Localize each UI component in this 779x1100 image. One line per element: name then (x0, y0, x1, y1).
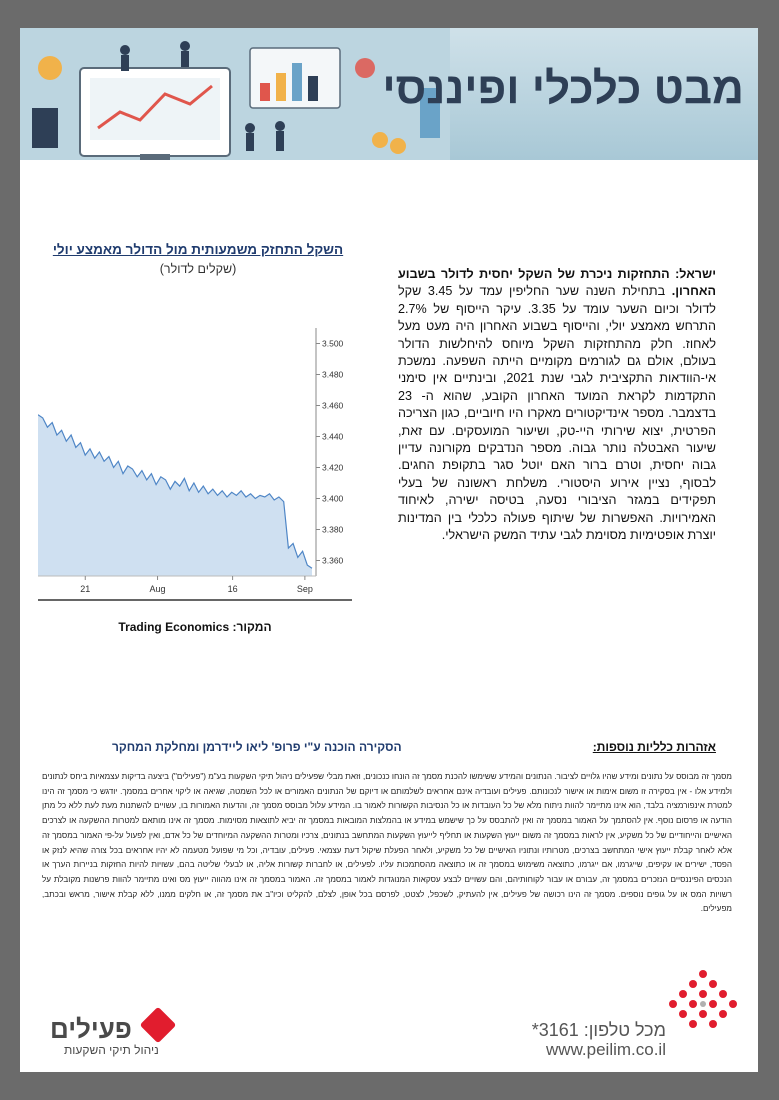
article-lead: ישראל: התחזקות ניכרת של השקל יחסית לדולר בשבוע האחרון. (398, 267, 716, 299)
y-tick-label: 3.420 (322, 462, 344, 473)
chart-source (80, 620, 310, 634)
y-tick-label: 3.360 (322, 555, 344, 566)
logo-subtitle: ניהול תיקי השקעות (64, 1043, 159, 1057)
logo-name: פעילים (50, 1014, 132, 1044)
source-label: המקור: (232, 620, 272, 634)
chart-subtitle: (שקלים לדולר) (159, 262, 237, 276)
banner-title: מבט כלכלי ופיננסי (382, 64, 744, 113)
x-tick-label: 21 (80, 584, 91, 594)
source-name: Trading Economics (118, 620, 230, 634)
y-tick-label: 3.400 (322, 493, 344, 504)
y-tick-label: 3.480 (322, 369, 344, 380)
x-tick-label: Aug (149, 584, 166, 594)
y-tick-label: 3.380 (322, 524, 344, 535)
website-url[interactable]: www.peilim.co.il (546, 1040, 666, 1059)
header-banner (20, 28, 758, 160)
x-tick-label: Sep (296, 584, 313, 594)
disclaimer-heading: אזהרות כלליות נוספות: (592, 740, 716, 754)
y-tick-label: 3.500 (322, 338, 344, 349)
chart-title: השקל התחזק משמעותית מול הדולר מאמצע יולי (52, 242, 344, 257)
y-tick-label: 3.460 (322, 400, 344, 411)
phone-number: מכל טלפון: 3161* (531, 1020, 666, 1040)
article-body (398, 266, 716, 545)
document-page (20, 28, 758, 1072)
disclaimer-text: מסמך זה מבוסס על נתונים ומידע שהיו גלויים לציבור. הנתונים והמידע ששימשו להכנת מסמך זה הונחו כנכונים, וזאת מבלי שפעילים ניהול תיקי השקעות בע"מ ("פעילים") ביצעה בדיקות עצמאיות ביחס לנתונים ולמידע אלו - אין בסקירה זו משום אימות או אישור לנכונותם. פעילים ועובדיה אינם אחראים לשלמותם או דיוקם של הנתונים האמורים או לכל השמטה, שגיאה או ליקוי אחרים במסמך. יודגש כי מסמך זה הינו למטרת אינפורמציה בלבד, הוא אינו מתיימר להוות ניתוח מלא של כל העובדות או כל הנסיבות הקשורות לאמור בו. המידע עלול מבוסס מסמך זה, והדעות האמורות בו, עשויים להשתנות מעת לעת ללא כל מתן הודעה או פרסום נוסף. אין להסתמך על האמור במסמך זה ואין להתבסס על כך שישמש במידע או בהמלצות המובאות במסמך זה יביא לתוצאות מסוימות. מסמך זה אינו מותאם למטרות ההשקעה או לצרכים האישיים והייחודיים של כל משקיע, אין לראות במסמך זה משום ייעוץ השקעות או תחליף לייעוץ השקעות המתחשב בנתונים, צרכיו ומטרות ההשקעה המיוחדים של כל אדם, ואין לפעול על-פי האמור במסמך זה אלא לאחר קבלת ייעוץ אישי המתחשב בצרכים, מטרותיו ונתוניו האישיים של כל משקיע, ולאחר הפעלת שיקול דעת עצמאי. פעילים, עובדיה, וכל מי שפועל מטעמה לא יהיו אחראים בכל צורה שהיא לנזק או הפסד, ישירים או עקיפים, שייגרמו, אם ייגרמו, כתוצאה משימוש במסמך זה או כתוצאה מהסתמכות עליו. לפעילים, או לחברות קשורות אליה, או לבעלי שליטה בהם, עשויות להיות החזקות בניירות הערך או הנכסים הפיננסיים הנזכרים במסמך זה, עבורם או עבור לקוחותיהם, והם עשויים לבצע עסקאות המנוגדות לאמור במסמך זה. האמור במסמך זה אינו מהווה ייעוץ מס ואינו מתיימר להוות פרשנות מקובלת על רשויות המס או על גופים נוספים. מסמך זה הינו רכושה של פעילים, אין להעתיק, לשכפל, לצטט, לפרסם בכל אופן, לצלם, להקליט וכיו"ב את מסמך זה, או חלקים ממנו, ללא קבלת אישור, מראש ובכתב, מפעילים. (42, 772, 732, 914)
y-tick-label: 3.440 (322, 431, 344, 442)
logo-diamond-icon (140, 1007, 177, 1044)
article-text: בתחילת השנה שער החליפין עמד על 3.45 שקל לדולר וכיום השער עומד על 3.35. עיקר הייסוף של 2.7% התרחש מאמצע יולי, והייסוף בשבוע האחרון היה מעט מעל לאחוז. חלק מהתחזקות השקל מיוחס להיחלשות הדולר בעולם, אולם גם לגורמים מקומיים הייתה השפעה. נמשכת אי-הוודאות התקציבית לגבי שנת 2021, ובינתיים אין סימני התקדמות לקראת המועד האחרון הקובע, שהוא ה- 23 בדצמבר. מספר אינדיקטורים מאקרו היו חיוביים, כגון הצריכה הפרטית, יצוא שירותי היי-טק, ושיעור המועסקים. עם זאת, שיעור האבטלה נותר גבוה. מספר הנדבקים מקורונה עדיין גבוה יחסית, וטרם ברור האם יוטל סגר בתקופת החגים. לבסוף, נציין אירוע היסטורי. משלחת ראשונה של בעלי תפקידים במגזר הציבורי נסעה, בטיסה ישירה, לאיחוד האמירויות. האפשרות של שיתוף פעולה כלכלי בין המדינות יוצרת אופטימיות מסוימת לגבי עתיד המשק הישראלי. (398, 284, 717, 543)
exchange-rate-chart (38, 318, 356, 602)
prepared-by: הסקירה הוכנה ע"י פרופ' ליאו ליידרמן ומחלקת המחקר (112, 740, 402, 754)
x-tick-label: 16 (227, 584, 238, 594)
dots-logo-icon (668, 968, 738, 1032)
